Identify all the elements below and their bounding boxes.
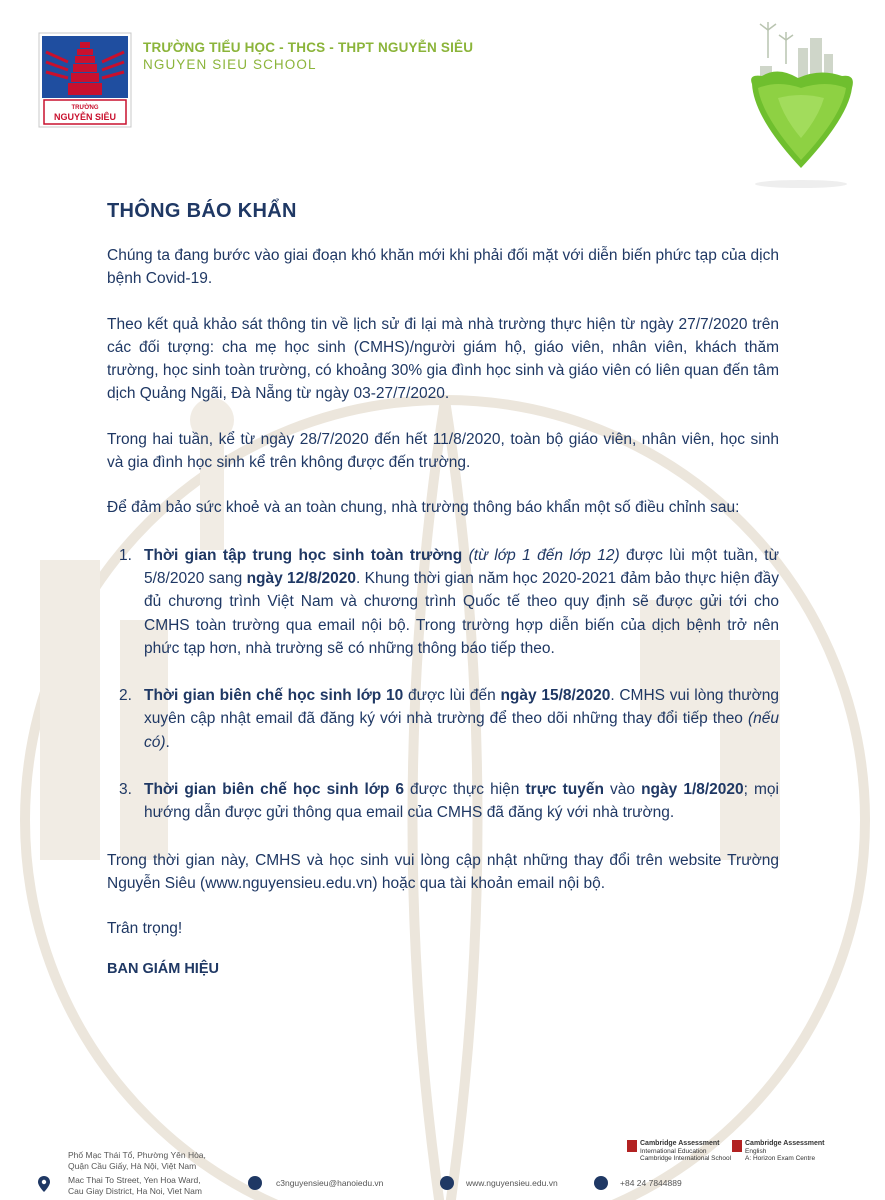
item-bold-text: Thời gian biên chế học sinh lớp 6 (144, 781, 404, 799)
school-name-en: NGUYEN SIEU SCHOOL (143, 57, 317, 72)
school-name (143, 40, 473, 72)
email-icon (248, 1176, 262, 1190)
school-name-vn: TRƯỜNG TIỂU HỌC - THCS - THPT NGUYỄN SIÊU (143, 40, 474, 55)
list-item (107, 778, 779, 825)
footer-phone: +84 24 7844889 (620, 1178, 682, 1188)
logo-line: Cambridge International School (640, 1155, 732, 1162)
item-bold-text: Thời gian tập trung học sinh toàn trường (144, 546, 463, 564)
address-line: Quận Cầu Giấy, Hà Nội, Việt Nam (68, 1161, 197, 1171)
address-line: Mac Thai To Street, Yen Hoa Ward, (68, 1175, 201, 1185)
cambridge-english-logo (732, 1140, 825, 1163)
paragraph-2: Theo kết quả khảo sát thông tin về lịch sử đi lại mà nhà trường thực hiện từ ngày 27/7/2020 trên các đối tượng: cha mẹ học sinh (CMHS)/người giám hộ, giáo viên, nhân viên, khách thăm trường, học sinh toàn trường, có khoảng 30% gia đình học sinh và giáo viên có liên quan đến tâm dịch Quảng Ngãi, Đà Nẵng từ ngày 03-27/7/2020. (107, 315, 779, 403)
address-line: Phố Mạc Thái Tổ, Phường Yên Hòa, (68, 1150, 206, 1160)
list-number: 1. (119, 546, 132, 564)
phone-icon (594, 1176, 608, 1190)
closing: Trân trọng! (107, 920, 183, 938)
list-item (107, 544, 779, 660)
item-text: . Khung thời gian năm học 2020-2021 đảm bảo thực hiện đầy đủ chương trình Việt Nam và chương trình Quốc tế theo quy định sẽ được gửi tới cho CMHS toàn trường qua email nội bộ. Trong trường hợp diễn biến của dịch bệnh trở nên phức tạp hơn, nhà trường sẽ có những thông báo tiếp theo. (144, 569, 779, 657)
green-heart-city-icon (738, 18, 864, 190)
item-text: ; mọi hướng dẫn được gửi thông qua email của CMHS đã đăng ký với nhà trường. (144, 781, 780, 822)
address-en (68, 1175, 248, 1197)
logo-subtitle: International Education (640, 1147, 707, 1155)
item-bold-text: ngày 15/8/2020 (500, 687, 611, 705)
paragraph-5: Trong thời gian này, CMHS và học sinh vui lòng cập nhật những thay đổi trên website Trường Nguyễn Siêu (www.nguyensieu.edu.vn) hoặc qua tài khoản email nội bộ. (107, 851, 779, 892)
paragraph-1: Chúng ta đang bước vào giai đoạn khó khăn mới khi phải đối mặt với diễn biến phức tạp của dịch bệnh Covid-19. (107, 247, 779, 288)
cambridge-crest-icon (732, 1140, 742, 1152)
paragraph-4: Để đảm bảo sức khoẻ và an toàn chung, nhà trường thông báo khẩn một số điều chỉnh sau: (107, 499, 740, 517)
footer (0, 1140, 885, 1200)
notice-content (107, 200, 779, 977)
item-bold-text: trực tuyến (525, 781, 604, 799)
item-italic-text: (từ lớp 1 đến lớp 12) (462, 546, 620, 564)
item-text: . CMHS vui lòng thường xuyên cập nhật email đã đăng ký với nhà trường để theo dõi những thay đổi tiếp theo (144, 687, 779, 728)
item-text: được lùi đến (403, 687, 501, 705)
globe-icon (440, 1176, 454, 1190)
item-text: . (165, 733, 170, 751)
item-italic-text: (nếu có) (144, 710, 779, 751)
footer-email[interactable]: c3nguyensieu@hanoiedu.vn (276, 1178, 384, 1188)
svg-text:NGUYỄN SIÊU: NGUYỄN SIÊU (53, 112, 117, 122)
location-pin-icon (38, 1176, 50, 1192)
item-bold-text: ngày 1/8/2020 (641, 781, 744, 799)
svg-text:TRƯỜNG: TRƯỜNG (71, 105, 99, 111)
item-bold-text: ngày 12/8/2020 (246, 569, 357, 587)
list-item (107, 684, 779, 754)
school-logo (38, 32, 132, 128)
list-number: 3. (119, 781, 132, 799)
paragraph-3: Trong hai tuần, kể từ ngày 28/7/2020 đến hết 11/8/2020, toàn bộ giáo viên, nhân viên, học sinh và gia đình học sinh kể trên không được đến trường. (107, 430, 779, 472)
item-text: được lùi một tuần, từ 5/8/2020 sang (144, 546, 779, 587)
logo-title: Cambridge Assessment (640, 1140, 720, 1147)
notice-title: THÔNG BÁO KHẨN (107, 200, 297, 222)
list-number: 2. (119, 687, 132, 705)
cambridge-crest-icon (627, 1140, 637, 1152)
logo-line: A: Horizon Exam Centre (745, 1155, 816, 1162)
item-text: vào (603, 781, 642, 799)
item-bold-text: Thời gian biên chế học sinh lớp 10 (144, 687, 404, 705)
address-line: Cau Giay District, Ha Noi, Viet Nam (68, 1186, 202, 1196)
adjustment-list (107, 544, 779, 825)
signature: BAN GIÁM HIỆU (107, 960, 219, 977)
logo-title: Cambridge Assessment (745, 1140, 825, 1147)
address-vn (68, 1150, 248, 1172)
item-text: được thực hiện (403, 781, 526, 799)
logo-subtitle: English (745, 1147, 767, 1155)
footer-website[interactable]: www.nguyensieu.edu.vn (466, 1178, 558, 1188)
cambridge-international-logo (627, 1140, 731, 1163)
